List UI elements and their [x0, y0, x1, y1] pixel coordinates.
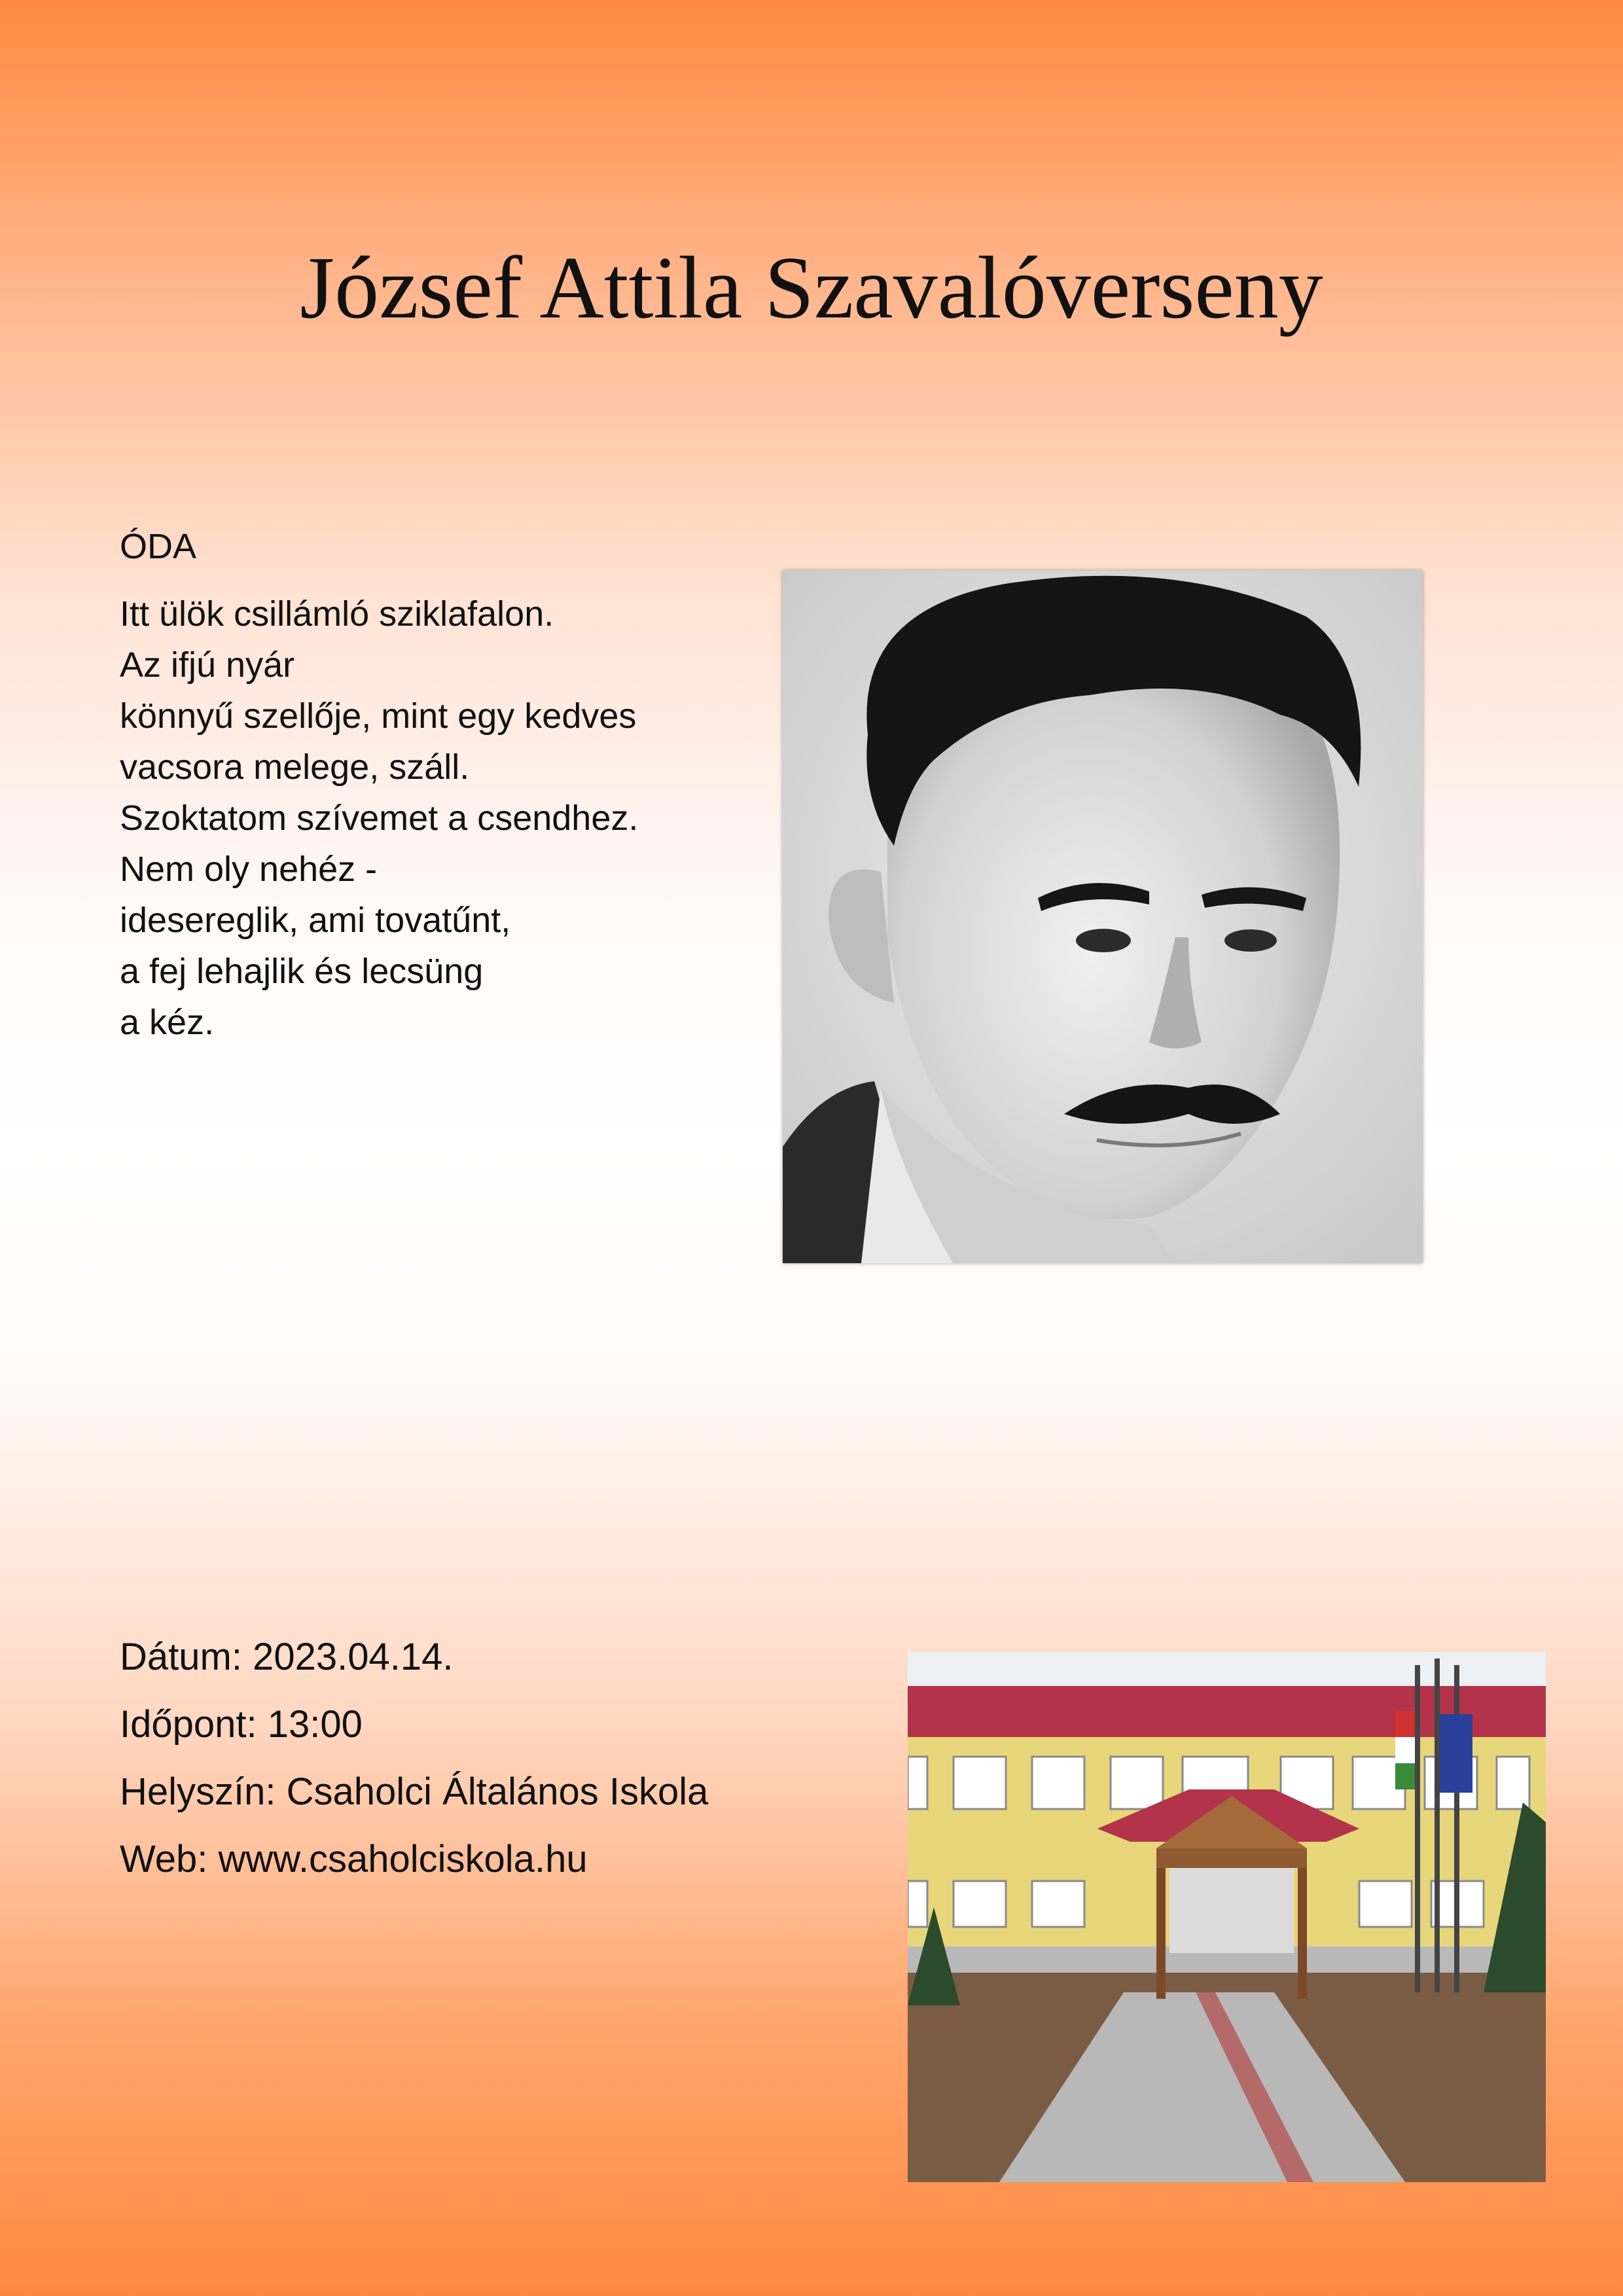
poem-line: a kéz.: [120, 1003, 215, 1042]
poem-line: a fej lehajlik és lecsüng: [120, 952, 484, 991]
poem-line: Az ifjú nyár: [120, 645, 295, 685]
page-title: József Attila Szavalóverseny: [300, 239, 1323, 337]
poem-title: ÓDA: [120, 527, 197, 566]
event-web: Web: www.csaholciskola.hu: [120, 1838, 588, 1880]
event-date: Dátum: 2023.04.14.: [120, 1636, 454, 1678]
event-info: [120, 1623, 708, 1893]
poem-line: idesereglik, ami tovatűnt,: [120, 901, 511, 940]
poem-text: [120, 588, 638, 1048]
event-time: Időpont: 13:00: [120, 1703, 363, 1746]
poem-line: könnyű szellője, mint egy kedves: [120, 696, 637, 736]
poem-line: vacsora melege, száll.: [120, 747, 470, 787]
poem-line: Itt ülök csillámló sziklafalon.: [120, 594, 554, 634]
portrait-photo: [783, 571, 1423, 1263]
poem-line: Szoktatom szívemet a csendhez.: [120, 798, 639, 838]
poem-line: Nem oly nehéz -: [120, 850, 378, 889]
school-photo: [908, 1652, 1546, 2182]
event-location: Helyszín: Csaholci Általános Iskola: [120, 1770, 709, 1813]
